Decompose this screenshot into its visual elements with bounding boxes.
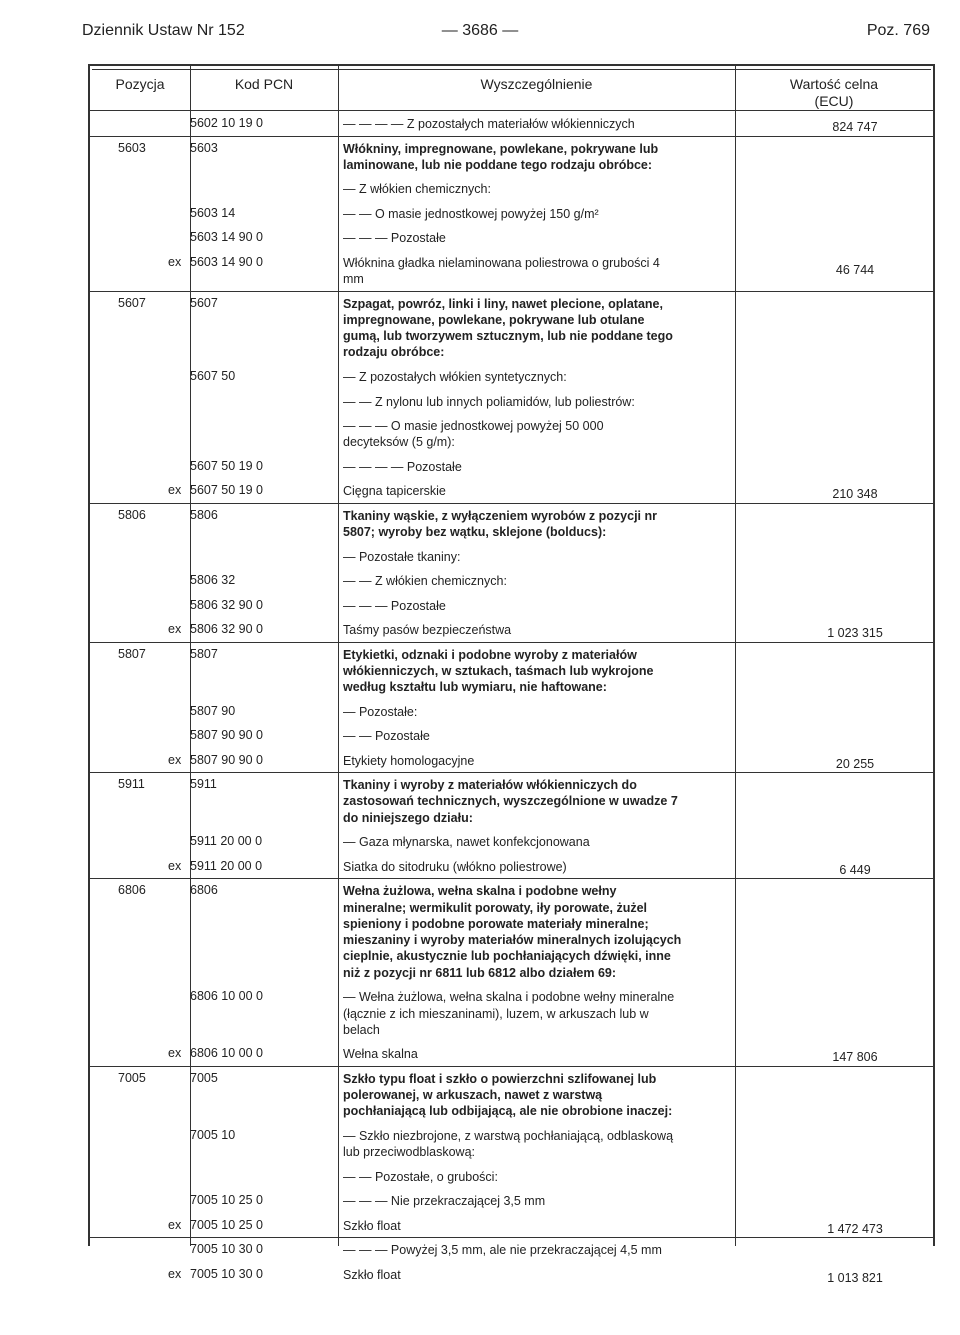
description-line: (łącznie z ich mieszaninami), luzem, w arkuszach lub w — [343, 1006, 649, 1021]
description-line: — — Pozostałe, o grubości: — [343, 1169, 498, 1184]
column-divider — [735, 66, 736, 1246]
description-line: — — — Pozostałe — [343, 231, 446, 246]
row-pozycja: 6806 — [118, 883, 146, 898]
row-ex-marker: ex — [168, 483, 182, 498]
description-line: do niniejszego działu: — [343, 810, 473, 825]
description-line: gumą, lub tworzywem sztucznym, lub nie poddane tego — [343, 329, 673, 344]
description-line: — Wełna żużlowa, wełna skalna i podobne wełny mineralne — [343, 990, 675, 1005]
description-line: Etykiety homologacyjne — [343, 753, 475, 768]
description-line: mieszaniny i wyroby materiałów mineralnych izolujących — [343, 933, 682, 948]
row-separator — [90, 503, 933, 504]
description-line: spieniony i podobne porowate materiały mineralne; — [343, 916, 649, 931]
column-header-wyszczegolnienie: Wyszczególnienie — [480, 76, 593, 92]
description-line: — — Pozostałe — [343, 729, 430, 744]
description-line: — — — — Z pozostałych materiałów włókienniczych — [343, 117, 635, 131]
row-ex-marker: ex — [168, 254, 182, 269]
description-line: — Z pozostałych włókien syntetycznych: — [343, 370, 567, 384]
row-kod-pcn: 5603 — [190, 140, 218, 155]
description-line: belach — [343, 1022, 380, 1037]
row-kod-pcn: 7005 10 — [190, 1128, 236, 1142]
row-kod-pcn: 5807 90 — [190, 703, 236, 718]
tariff-table — [88, 64, 935, 1285]
row-kod-pcn: 5806 32 90 0 — [190, 597, 263, 612]
row-wartosc-celna: 147 806 — [832, 1050, 878, 1065]
description-line: — — Z włókien chemicznych: — [343, 574, 507, 589]
row-separator — [90, 878, 933, 879]
column-header-wartosc-line2: (ECU) — [814, 93, 854, 109]
row-pozycja: 5911 — [118, 777, 145, 792]
row-kod-pcn: 7005 10 30 0 — [190, 1242, 263, 1257]
row-separator — [90, 291, 933, 292]
row-wartosc-celna: 20 255 — [835, 756, 875, 771]
row-kod-pcn: 5607 50 — [190, 369, 236, 383]
column-header-pozycja: Pozycja — [115, 76, 165, 92]
row-kod-pcn: 5607 50 19 0 — [190, 483, 263, 498]
description-line: — — — Nie przekraczającej 3,5 mm — [343, 1194, 546, 1209]
row-wartosc-celna: 824 747 — [832, 120, 878, 134]
row-kod-pcn: 5607 50 19 0 — [190, 458, 263, 473]
row-wartosc-celna: 210 348 — [832, 487, 878, 502]
row-kod-pcn: 5607 — [190, 295, 218, 310]
row-ex-marker: ex — [168, 858, 182, 873]
description-line: Siatka do sitodruku (włókno poliestrowe) — [343, 859, 567, 874]
row-separator — [90, 772, 933, 773]
row-kod-pcn: 5911 20 00 0 — [190, 834, 263, 849]
description-line: Cięgna tapicerskie — [343, 484, 446, 499]
description-line: Taśmy pasów bezpieczeństwa — [343, 623, 512, 638]
position-number: Poz. 769 — [866, 22, 930, 39]
description-line: — — — — Pozostałe — [343, 459, 462, 474]
description-line: włókienniczych, w sztukach, taśmach lub wykrojone — [343, 663, 654, 678]
column-header-wartosc-line1: Wartość celna — [789, 76, 879, 92]
row-pozycja: 5603 — [118, 140, 146, 155]
description-line: według kształtu lub wymiaru, nie haftowane: — [343, 680, 607, 695]
description-line: — — O masie jednostkowej powyżej 150 g/m² — [343, 206, 599, 221]
row-kod-pcn: 6806 — [190, 883, 218, 898]
row-ex-marker: ex — [168, 1217, 182, 1232]
journal-title: Dziennik Ustaw Nr 152 — [82, 22, 245, 39]
row-kod-pcn: 6806 10 00 0 — [190, 1046, 263, 1061]
description-line: — Szkło niezbrojone, z warstwą pochłaniającą, odblaskową — [343, 1129, 674, 1143]
description-line: Włókniny, impregnowane, powlekane, pokrywane lub — [343, 141, 659, 156]
row-kod-pcn: 5911 — [190, 777, 217, 792]
description-line: 5807; wyroby bez wątku, sklejone (bolducs): — [343, 525, 607, 540]
row-kod-pcn: 7005 10 30 0 — [190, 1266, 263, 1281]
description-line: Szpagat, powróz, linki i liny, nawet plecione, oplatane, — [343, 296, 663, 311]
description-line: polerowanej, w arkuszach, nawet z warstwą — [343, 1088, 603, 1103]
row-ex-marker: ex — [168, 1266, 182, 1281]
column-header-kod: Kod PCN — [234, 76, 294, 92]
description-line: Szkło float — [343, 1218, 401, 1233]
row-kod-pcn: 7005 10 25 0 — [190, 1193, 263, 1208]
description-line: Tkaniny wąskie, z wyłączeniem wyrobów z pozycji nr — [343, 508, 657, 523]
row-wartosc-celna: 46 744 — [835, 262, 875, 277]
row-kod-pcn: 5806 32 90 0 — [190, 622, 263, 637]
description-line: — Pozostałe tkaniny: — [343, 549, 461, 564]
row-pozycja: 5806 — [118, 507, 146, 522]
description-line: Wełna skalna — [343, 1047, 418, 1062]
row-kod-pcn: 5911 20 00 0 — [190, 858, 263, 873]
row-ex-marker: ex — [168, 1046, 182, 1061]
header-separator — [90, 110, 933, 111]
row-kod-pcn: 5603 14 90 0 — [190, 230, 263, 245]
description-line: Szkło typu float i szkło o powierzchni szlifowanej lub — [343, 1071, 657, 1086]
description-line: Włóknina gładka nielaminowana poliestrowa o grubości 4 — [343, 255, 660, 270]
row-kod-pcn: 6806 10 00 0 — [190, 989, 263, 1004]
row-ex-marker: ex — [168, 752, 182, 767]
description-line: lub przeciwodblaskową: — [343, 1145, 476, 1160]
description-line: Etykietki, odznaki i podobne wyroby z materiałów — [343, 647, 637, 662]
row-wartosc-celna: 6 449 — [839, 862, 871, 877]
description-line: rodzaju obróbce: — [343, 345, 445, 360]
description-line: — Z włókien chemicznych: — [343, 182, 491, 197]
row-pozycja: 5607 — [118, 295, 146, 310]
description-line: — — Z nylonu lub innych poliamidów, lub poliestrów: — [343, 394, 635, 409]
row-kod-pcn: 5807 90 90 0 — [190, 728, 263, 743]
row-kod-pcn: 5806 — [190, 507, 218, 522]
page-number: — 3686 — — [441, 22, 519, 39]
description-line: niż z pozycji nr 6811 lub 6812 albo działem 69: — [343, 965, 617, 980]
row-separator — [90, 1237, 933, 1238]
row-kod-pcn: 5807 90 90 0 — [190, 752, 263, 767]
description-line: decyteksów (5 g/m): — [343, 435, 455, 450]
description-line: — — — Pozostałe — [343, 598, 446, 613]
row-pozycja: 7005 — [118, 1070, 146, 1085]
row-ex-marker: ex — [168, 622, 182, 637]
description-line: Tkaniny i wyroby z materiałów włókienniczych do — [343, 778, 637, 793]
description-line: mm — [343, 272, 364, 287]
description-line: Szkło float — [343, 1267, 401, 1282]
row-separator — [90, 1066, 933, 1067]
row-pozycja: 5807 — [118, 646, 146, 661]
description-line: mineralne; wermikulit porowaty, iły porowate, żużel — [343, 900, 647, 915]
description-line: — Pozostałe: — [343, 704, 418, 719]
description-line: cieplnie, akustycznie lub pochłaniających dźwięki, inne — [343, 949, 671, 964]
row-wartosc-celna: 1 023 315 — [827, 626, 883, 641]
row-kod-pcn: 5602 10 19 0 — [190, 116, 263, 130]
row-separator — [90, 136, 933, 137]
row-kod-pcn: 7005 — [190, 1070, 218, 1085]
description-line: — Gaza młynarska, nawet konfekcjonowana — [343, 835, 590, 850]
description-line: Wełna żużlowa, wełna skalna i podobne wełny — [343, 884, 617, 899]
description-line: — — — O masie jednostkowej powyżej 50 000 — [343, 419, 604, 433]
description-line: impregnowane, powlekane, pokrywane lub otulane — [343, 312, 645, 327]
description-line: zastosowań technicznych, wyszczególnione w uwadze 7 — [343, 794, 678, 809]
row-wartosc-celna: 1 013 821 — [827, 1270, 883, 1285]
row-kod-pcn: 5806 32 — [190, 573, 236, 588]
row-kod-pcn: 5603 14 90 0 — [190, 254, 263, 269]
row-wartosc-celna: 1 472 473 — [827, 1221, 883, 1236]
row-kod-pcn: 5603 14 — [190, 205, 236, 220]
column-header-wartosc — [735, 76, 933, 110]
row-kod-pcn: 5807 — [190, 646, 218, 661]
description-line: — — — Powyżej 3,5 mm, ale nie przekraczającej 4,5 mm — [343, 1243, 662, 1258]
row-kod-pcn: 7005 10 25 0 — [190, 1217, 263, 1232]
description-line: laminowane, lub nie poddane tego rodzaju obróbce: — [343, 157, 653, 172]
row-separator — [90, 642, 933, 643]
description-line: pochłaniającą lub odbijającą, ale nie obrobione inaczej: — [343, 1104, 673, 1119]
